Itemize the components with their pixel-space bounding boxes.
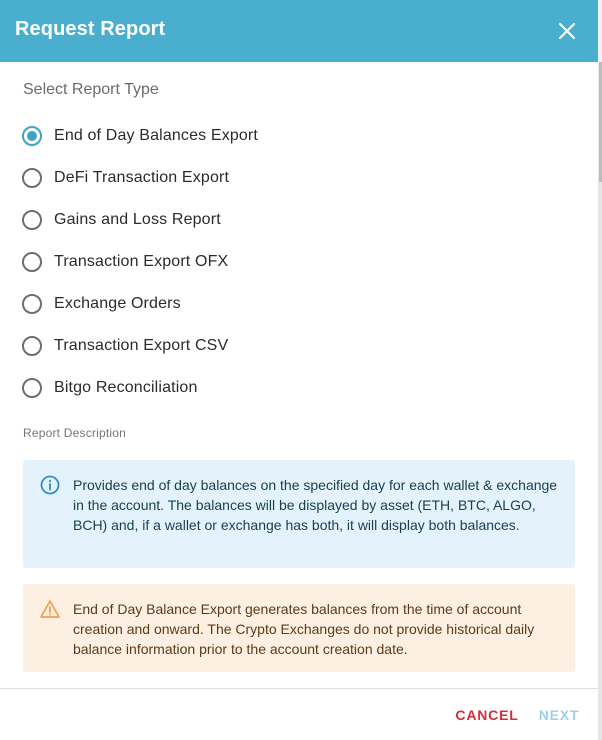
scrollbar-track-top: [598, 0, 602, 62]
radio-option-gains-and-loss[interactable]: [22, 207, 221, 233]
radio-option-label: Exchange Orders: [54, 295, 181, 312]
warning-icon: [39, 598, 61, 620]
radio-option-label: End of Day Balances Export: [54, 127, 259, 144]
footer-divider: [0, 688, 598, 689]
radio-option-label: Gains and Loss Report: [54, 211, 221, 228]
radio-option-defi-transaction[interactable]: [22, 165, 229, 191]
dialog-title: Request Report: [15, 18, 166, 40]
radio-option-end-of-day-balances[interactable]: [22, 123, 258, 149]
info-alert: [23, 460, 575, 568]
radio-button[interactable]: [22, 378, 42, 398]
report-type-label: Select Report Type: [23, 81, 159, 98]
radio-option-bitgo-reconciliation[interactable]: [22, 375, 198, 401]
radio-button[interactable]: [22, 252, 42, 272]
warning-alert-text: End of Day Balance Export generates balances from the time of account creation and onward. The Crypto Exchanges do not provide historical daily balance information prior to the account creation date.: [73, 601, 535, 657]
radio-button[interactable]: [22, 210, 42, 230]
radio-option-label: Bitgo Reconciliation: [54, 379, 198, 396]
next-button[interactable]: NEXT: [530, 700, 588, 730]
close-button[interactable]: [553, 17, 581, 45]
radio-button[interactable]: [22, 294, 42, 314]
close-icon: [558, 22, 576, 40]
info-alert-text: Provides end of day balances on the specified day for each wallet & exchange in the account. The balances will be displayed by asset (ETH, BTC, ALGO, BCH) and, if a wallet or exchange has both, it will display both balances.: [73, 477, 558, 533]
radio-option-transaction-csv[interactable]: [22, 333, 228, 359]
radio-button-checked[interactable]: [22, 126, 42, 146]
radio-button[interactable]: [22, 336, 42, 356]
radio-option-exchange-orders[interactable]: [22, 291, 181, 317]
info-icon: [39, 474, 61, 496]
radio-option-transaction-ofx[interactable]: [22, 249, 228, 275]
radio-option-label: DeFi Transaction Export: [54, 169, 230, 186]
radio-option-label: Transaction Export CSV: [54, 337, 229, 354]
warning-alert: [23, 584, 575, 672]
radio-option-label: Transaction Export OFX: [54, 253, 229, 270]
dialog-header: [0, 0, 598, 62]
radio-button[interactable]: [22, 168, 42, 188]
cancel-button[interactable]: CANCEL: [452, 700, 522, 730]
report-description-label: Report Description: [23, 426, 126, 440]
